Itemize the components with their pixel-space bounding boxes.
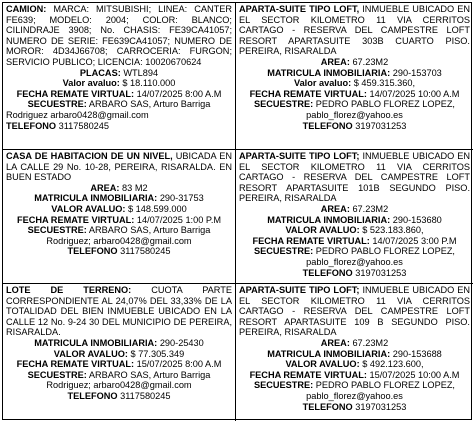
placas-line [6, 68, 232, 79]
matricula-line [239, 68, 470, 79]
secuestre-line [239, 246, 470, 257]
telefono-line [6, 246, 232, 257]
fecha-label: FECHA REMATE VIRTUAL: [249, 88, 367, 99]
fecha-value: 14/07/2025 10:00 A.M [369, 88, 460, 99]
fecha-line [6, 89, 232, 100]
fecha-value: 14/07/2025 8:00 A.M [136, 88, 222, 99]
area-value: 67.23M2 [352, 203, 389, 214]
matricula-value: 290-153680 [392, 214, 442, 225]
valor-value: $ 18.110.000 [122, 78, 176, 89]
listing-cell-apartasuite-303b [236, 3, 473, 150]
matricula-line [6, 193, 232, 204]
valor-label: Valor avaluo: [293, 78, 352, 89]
matricula-value: 290-25430 [159, 337, 204, 348]
fecha-line [239, 89, 470, 100]
valor-label: VALOR AVALUO: [285, 359, 360, 370]
fecha-label: FECHA REMATE VIRTUAL: [249, 369, 367, 380]
matricula-label: MATRICULA INMOBILIARIA: [34, 337, 158, 348]
listing-description-text: UBICADA EN LA CALLE 29 No. 10-28, PEREIRA, RISARALDA. EN BUEN ESTADO [6, 151, 232, 183]
area-line [239, 57, 470, 68]
listing-lead: APARTA-SUITE TIPO LOFT; [239, 285, 360, 295]
listing-description [6, 285, 232, 338]
telefono-line [6, 121, 232, 132]
listing-description [6, 151, 232, 183]
valor-line [239, 225, 470, 236]
fecha-label: FECHA REMATE VIRTUAL: [16, 88, 135, 99]
area-line [6, 183, 232, 194]
matricula-label: MATRICULA INMOBILIARIA: [34, 193, 158, 204]
matricula-label: MATRICULA INMOBILIARIA: [267, 348, 391, 359]
secuestre-label: SECUESTRE: [254, 380, 314, 391]
listing-lead: APARTA-SUITE TIPO LOFT, [239, 4, 360, 14]
valor-value: $ 77.305.349 [130, 348, 185, 359]
matricula-value: 290-153703 [392, 67, 442, 78]
matricula-label: MATRICULA INMOBILIARIA: [267, 67, 391, 78]
secuestre-value: PEDRO PABLO FLOREZ LOPEZ, [315, 380, 455, 391]
auction-listings-table [2, 2, 472, 420]
secuestre-line [6, 225, 232, 236]
telefono-line [6, 391, 232, 402]
valor-value: $ 492.123.600, [362, 359, 424, 370]
secuestre-label: SECUESTRE: [27, 225, 87, 236]
area-label: AREA: [320, 56, 350, 67]
valor-label: VALOR AVALUO: [51, 203, 126, 214]
secuestre-value: PEDRO PABLO FLOREZ LOPEZ, [315, 246, 455, 257]
fecha-value: 14/07/2025 3:00 P.M [372, 235, 457, 246]
listing-cell-lote-terreno [3, 284, 236, 421]
secuestre-value: PEDRO PABLO FLOREZ LOPEZ, [315, 99, 455, 110]
placas-label: PLACAS: [79, 67, 121, 78]
secuestre-line [239, 380, 470, 391]
listing-description [239, 285, 470, 338]
area-label: AREA: [320, 337, 350, 348]
valor-value: $ 523.183.860, [362, 225, 424, 236]
valor-line [239, 359, 470, 370]
valor-line [6, 78, 232, 89]
secuestre-label: SECUESTRE: [254, 99, 314, 110]
telefono-value: 3117580245 [120, 390, 171, 401]
fecha-label: FECHA REMATE VIRTUAL: [252, 235, 370, 246]
area-line [239, 204, 470, 215]
secuestre-line [6, 370, 232, 381]
listing-lead: LOTE DE TERRENO: [6, 285, 132, 295]
telefono-line [239, 268, 470, 279]
matricula-value: 290-31753 [159, 193, 204, 204]
matricula-label: MATRICULA INMOBILIARIA: [267, 214, 391, 225]
telefono-line [239, 121, 470, 132]
listing-description-text: MARCA: MITSUBISHI; LINEA: CANTER FE639; MODELO: 2004; COLOR: BLANCO; CILINDRAJE 3908; No. CHASIS: FE39CA41057; NUMERO DE SERIE: FE639CA41057; NUMERO DE MOROR: 4D34J66708; CARROCERIA: FURGON; SERVICIO PUBLICO; LICENCIA: 10020670624 [6, 4, 232, 67]
listing-cell-apartasuite-101b [236, 150, 473, 284]
valor-line [239, 78, 470, 89]
matricula-value: 290-153688 [392, 348, 442, 359]
area-value: 67.23M2 [352, 56, 389, 67]
fecha-value: 15/07/2025 8:00 A.M [136, 359, 222, 370]
valor-line [6, 204, 232, 215]
secuestre-line [6, 99, 232, 110]
area-line [239, 338, 470, 349]
listing-description-text: CUOTA PARTE CORRESPONDIENTE AL 24,07% DEL 33,33% DE LA TOTALIDAD DEL BIEN INMUEBLE UBICADO EN LA CALLE 12 No. 9-24 30 DEL MUNICIPIO DE PEREIRA, RISARALDA. [6, 285, 232, 338]
listing-cell-camion [3, 3, 236, 150]
secuestre-label: SECUESTRE: [27, 99, 87, 110]
telefono-label: TELEFONO [302, 120, 353, 131]
valor-value: $ 148.599.000 [127, 203, 187, 214]
listing-lead: APARTA-SUITE TIPO LOFT; [239, 151, 360, 161]
telefono-value: 3197031253 [355, 120, 407, 131]
fecha-line [239, 370, 470, 381]
area-label: AREA: [90, 182, 120, 193]
secuestre-value: ARBARO SAS, Arturo Barriga [88, 369, 211, 380]
valor-label: VALOR AVALUO: [285, 225, 360, 236]
fecha-value: 14/07/2025 1:00 P.M [136, 214, 222, 225]
listing-description-text: INMUEBLE UBICADO EN EL SECTOR KILOMETRO 11 VIA CERRITOS CARTAGO - RESERVA DEL CAMPESTRE LOFT RESORT APARTASUITE 109 B SEGUNDO PISO. PEREIRA, RISARALDA [239, 285, 470, 338]
email-line: Rodriguez arbaro0428@gmail.com [6, 109, 149, 120]
fecha-line [239, 236, 470, 247]
valor-line [6, 349, 232, 360]
listing-description [239, 4, 470, 57]
matricula-line [239, 349, 470, 360]
secuestre-label: SECUESTRE: [254, 246, 314, 257]
email-line: Rodriguez; arbaro0428@gmail.com [46, 235, 192, 246]
telefono-value: 3117580245 [58, 120, 110, 131]
secuestre-label: SECUESTRE: [27, 369, 87, 380]
valor-label: VALOR AVALUO: [53, 348, 128, 359]
area-value: 67.23M2 [352, 337, 389, 348]
telefono-label: TELEFONO [67, 246, 118, 257]
secuestre-line [239, 99, 470, 110]
email-line: Rodriguez; arbaro0428@gmail.com [46, 380, 192, 391]
telefono-label: TELEFONO [302, 267, 353, 278]
fecha-value: 15/07/2025 10:00 A.M [369, 369, 460, 380]
fecha-label: FECHA REMATE VIRTUAL: [16, 359, 135, 370]
telefono-label: TELEFONO [302, 401, 353, 412]
telefono-value: 3117580245 [120, 246, 171, 257]
valor-label: Valor avaluo: [62, 78, 120, 89]
listing-description [6, 4, 232, 68]
area-label: AREA: [320, 203, 350, 214]
matricula-line [239, 215, 470, 226]
area-value: 83 M2 [122, 182, 148, 193]
email-line: pablo_florez@yahoo.es [306, 256, 403, 267]
telefono-value: 3197031253 [355, 267, 407, 278]
fecha-line [6, 215, 232, 226]
email-line: pablo_florez@yahoo.es [306, 390, 403, 401]
listing-description [239, 151, 470, 204]
listing-lead: CAMION: [6, 4, 47, 14]
email-line: pablo_florez@yahoo.es [306, 109, 403, 120]
fecha-label: FECHA REMATE VIRTUAL: [16, 214, 135, 225]
telefono-line [239, 402, 470, 413]
telefono-label: TELEFONO [6, 120, 57, 131]
valor-value: $ 459.315.360, [353, 78, 416, 89]
telefono-value: 3197031253 [355, 401, 407, 412]
secuestre-value: ARBARO SAS, Arturo Barriga [88, 99, 211, 110]
placas-value: WTL894 [123, 67, 159, 78]
secuestre-value: ARBARO SAS, Arturo Barriga [88, 225, 211, 236]
fecha-line [6, 359, 232, 370]
listing-cell-casa-habitacion [3, 150, 236, 284]
listing-lead: CASA DE HABITACION DE UN NIVEL, [6, 151, 173, 161]
telefono-label: TELEFONO [67, 390, 118, 401]
listing-description-text: INMUEBLE UBICADO EN EL SECTOR KILOMETRO 11 VIA CERRITOS CARTAGO - RESERVA DEL CAMPESTRE LOFT RESORT APARTASUITE 303B CUARTO PISO. PEREIRA, RISARALDA [239, 4, 471, 57]
listing-cell-apartasuite-109b [236, 284, 473, 421]
listing-description-text: INMUEBLE UBICADO EN EL SECTOR KILOMETRO 11 VIA CERRITOS CARTAGO - RESERVA DEL CAMPESTRE LOFT RESORT APARTASUITE 101B SEGUNDO PISO. PEREIRA, RISARALDA [239, 151, 470, 204]
matricula-line [6, 338, 232, 349]
